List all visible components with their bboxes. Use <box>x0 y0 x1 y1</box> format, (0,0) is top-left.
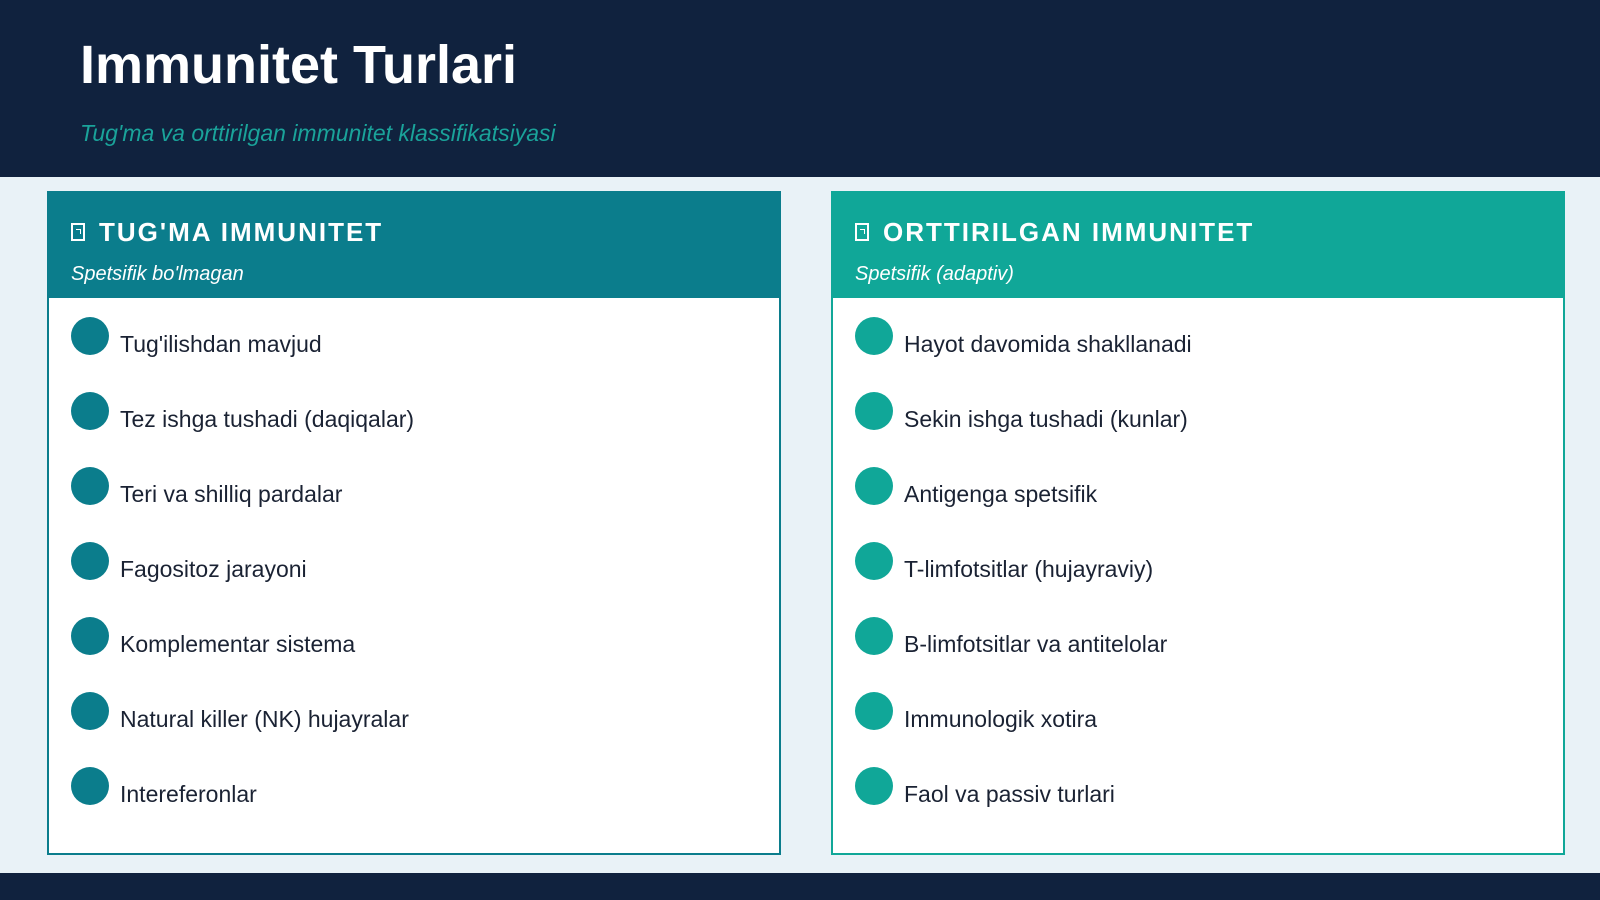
page-subtitle: Tug'ma va orttirilgan immunitet klassifikatsiyasi <box>80 120 556 146</box>
bullet-circle-icon <box>855 317 893 355</box>
list-item-text: Komplementar sistema <box>120 631 356 657</box>
page-title: Immunitet Turlari <box>80 35 518 95</box>
innate-title-row <box>71 215 383 249</box>
bullet-circle-icon <box>855 392 893 430</box>
bullet-circle-icon <box>855 617 893 655</box>
list-item <box>855 467 1192 542</box>
acquired-list <box>855 317 1192 842</box>
list-item <box>855 617 1192 692</box>
list-item-text: Faol va passiv turlari <box>904 781 1115 807</box>
list-item <box>71 542 414 617</box>
header-bar <box>0 0 1600 177</box>
list-item-text: Tug'ilishdan mavjud <box>120 331 322 357</box>
list-item <box>855 392 1192 467</box>
innate-list <box>71 317 414 842</box>
list-item <box>71 692 414 767</box>
list-item-text: Natural killer (NK) hujayralar <box>120 706 409 732</box>
list-item-text: Immunologik xotira <box>904 706 1098 732</box>
bullet-circle-icon <box>71 617 109 655</box>
list-item-text: Sekin ishga tushadi (kunlar) <box>904 406 1188 432</box>
list-item <box>855 692 1192 767</box>
list-item <box>855 767 1192 842</box>
list-item <box>71 317 414 392</box>
innate-immunity-panel <box>47 191 781 855</box>
list-item <box>855 317 1192 392</box>
list-item <box>855 542 1192 617</box>
list-item-text: B-limfotsitlar va antitelolar <box>904 631 1168 657</box>
bullet-circle-icon <box>71 317 109 355</box>
innate-panel-title: TUG'MA IMMUNITET <box>99 217 384 247</box>
bullet-circle-icon <box>71 692 109 730</box>
bullet-circle-icon <box>71 467 109 505</box>
bullet-circle-icon <box>71 392 109 430</box>
list-item-text: T-limfotsitlar (hujayraviy) <box>904 556 1154 582</box>
acquired-immunity-panel <box>831 191 1565 855</box>
bullet-circle-icon <box>855 542 893 580</box>
list-item-text: Intereferonlar <box>120 781 257 807</box>
acquired-panel-subtitle: Spetsifik (adaptiv) <box>855 263 1014 285</box>
list-item-text: Teri va shilliq pardalar <box>120 481 343 507</box>
bullet-circle-icon <box>855 692 893 730</box>
acquired-panel-header <box>833 193 1563 298</box>
footer-bar <box>0 873 1600 900</box>
list-item-text: Hayot davomida shakllanadi <box>904 331 1192 357</box>
innate-panel-header <box>49 193 779 298</box>
list-item-text: Antigenga spetsifik <box>904 481 1098 507</box>
bullet-circle-icon <box>71 767 109 805</box>
bullet-circle-icon <box>71 542 109 580</box>
document-icon <box>71 223 85 241</box>
innate-panel-subtitle: Spetsifik bo'lmagan <box>71 263 244 285</box>
bullet-circle-icon <box>855 767 893 805</box>
bullet-circle-icon <box>855 467 893 505</box>
list-item <box>71 467 414 542</box>
list-item <box>71 392 414 467</box>
document-icon <box>855 223 869 241</box>
list-item <box>71 617 414 692</box>
list-item-text: Fagositoz jarayoni <box>120 556 307 582</box>
acquired-panel-title: ORTTIRILGAN IMMUNITET <box>883 217 1255 247</box>
list-item <box>71 767 414 842</box>
acquired-title-row <box>855 215 1254 249</box>
list-item-text: Tez ishga tushadi (daqiqalar) <box>120 406 415 432</box>
